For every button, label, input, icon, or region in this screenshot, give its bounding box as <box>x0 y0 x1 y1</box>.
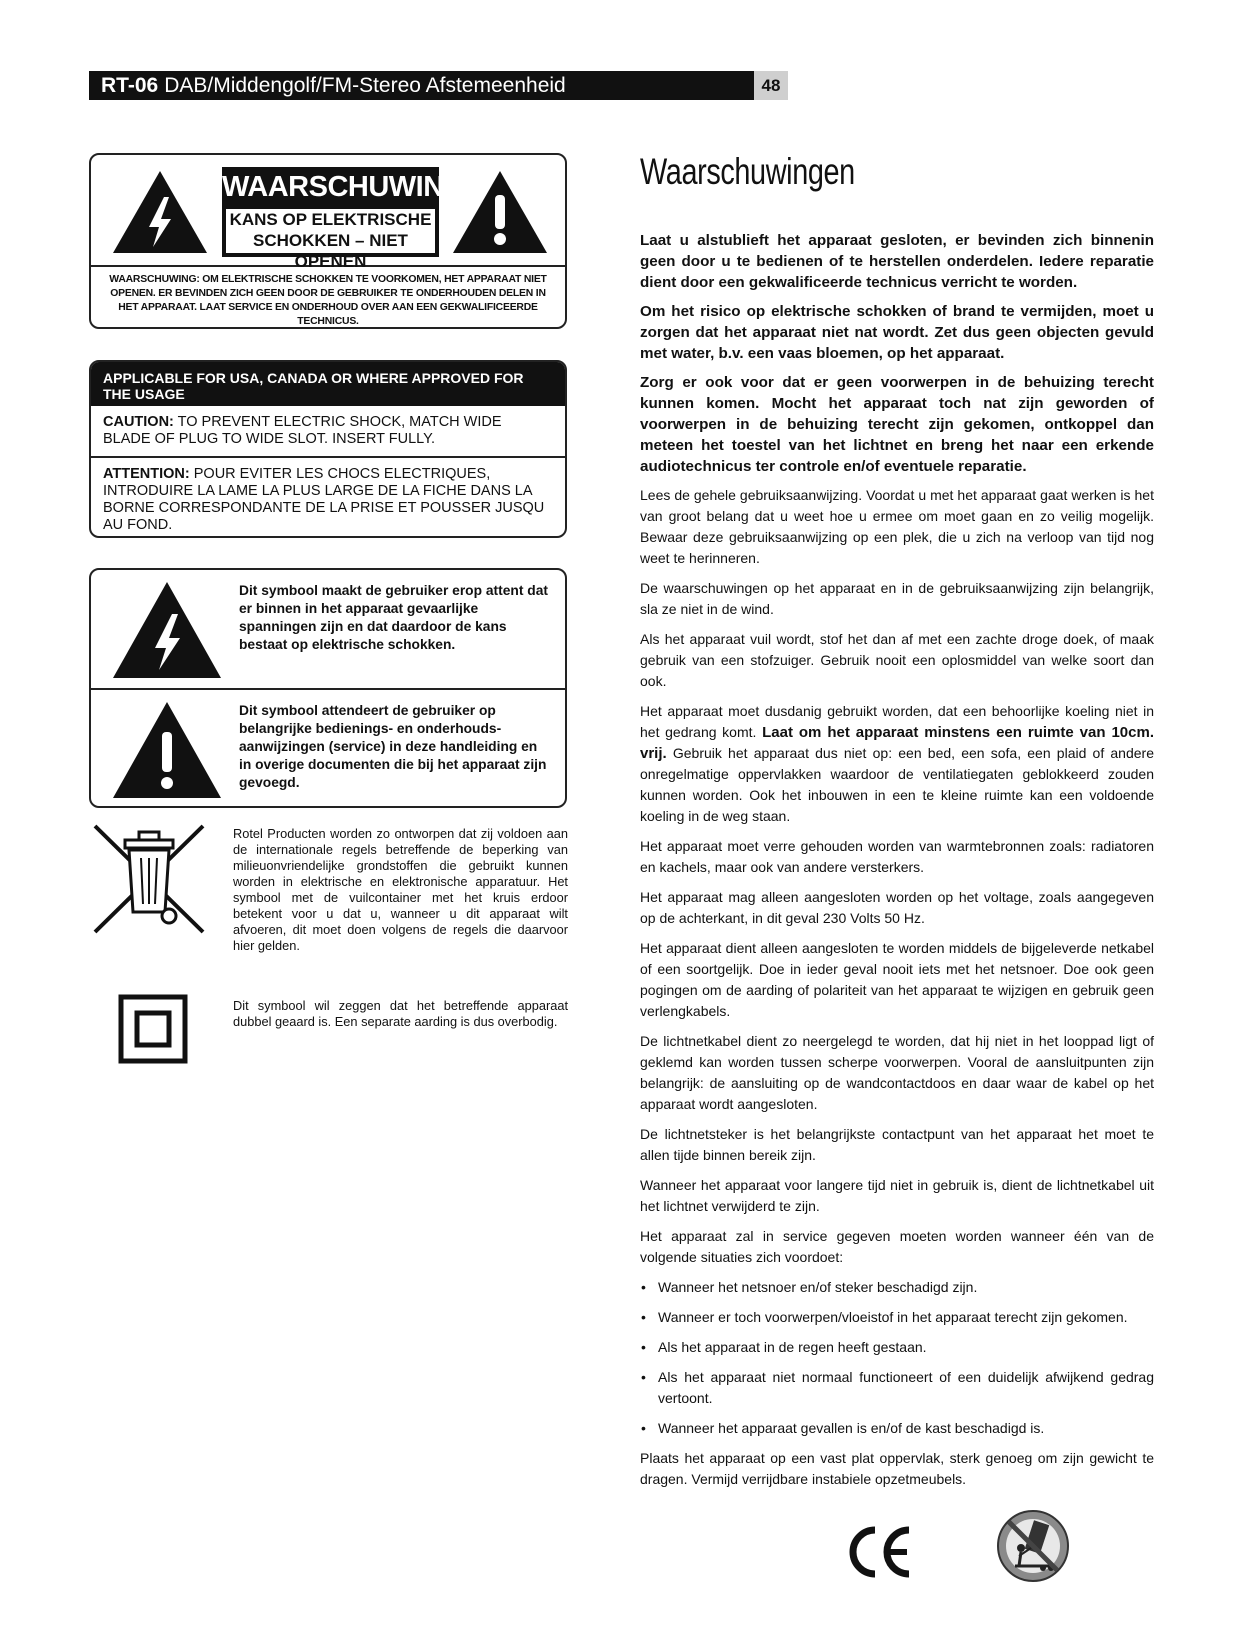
applicable-box <box>89 360 567 538</box>
paragraph-5: Het apparaat moet verre gehouden worden van warmtebronnen zoals: radiatoren en kachels, maar ook van andere versterkers. <box>640 838 1154 875</box>
bold-paragraph-2: Om het risico op elektrische schokken of brand te vermijden, moet u zorgen dat het apparaat niet nat wordt. Zet dus geen objecten gevuld met water, b.v. een vaas bloemen, op het apparaat. <box>640 303 1154 362</box>
paragraph-1: Lees de gehele gebruiksaanwijzing. Voordat u met het apparaat gaat werken is het van groot belang dat u weet hoe u ermee om moet gaan en zo veilig mogelijk. Bewaar deze gebruiksaanwijzing op een plek, die u zich na verloop van tijd nog weet te herinneren. <box>640 487 1154 566</box>
exclamation-symbol-text: Dit symbool attendeert de gebruiker op belangrijke bedienings- en onderhouds- aanwijzingen (service) in deze handleiding en in overige documenten die bij het apparaat zijn gevoegd. <box>239 703 547 790</box>
model-name: RT-06 <box>101 74 159 97</box>
attention-text: POUR EVITER LES CHOCS ELECTRIQUES, INTRODUIRE LA LAME LA PLUS LARGE DE LA FICHE DANS LA BORNE CORRESPONDANTE DE LA PRISE ET POUSSER JUSQU AU FOND. <box>103 466 545 533</box>
paragraph-8: De lichtnetkabel dient zo neergelegd te worden, dat hij niet in het looppad ligt of geklemd kan worden tussen scherpe voorwerpen. Vooral de aansluitpunten zijn belangrijk: de aansluiting op de wandcontactdoos en daar waar de kabel op het apparaat wordt aangesloten. <box>640 1033 1154 1112</box>
warning-title: WAARSCHUWING <box>222 171 466 203</box>
warning-text: WAARSCHUWING: OM ELEKTRISCHE SCHOKKEN TE VOORKOMEN, HET APPARAAT NIET OPENEN. ER BEVINDEN ZICH GEEN DOOR DE GEBRUIKER TE ONDERHOUDEN DELEN IN HET APPARAAT. LAAT SERVICE EN ONDERHOUD OVER AAN EEN GEKWALIFICEERDE TECHNICUS. <box>109 274 547 327</box>
paragraph-6: Het apparaat mag alleen aangesloten worden op het voltage, zoals aangegeven op de achterkant, in dit geval 230 Volts 50 Hz. <box>640 889 1154 926</box>
warning-label <box>222 167 466 271</box>
cart-tipover-warning-icon <box>995 1508 1071 1584</box>
caution-text: TO PREVENT ELECTRIC SHOCK, MATCH WIDE BLADE OF PLUG TO WIDE SLOT. INSERT FULLY. <box>103 414 502 447</box>
paragraph-10: Wanneer het apparaat voor langere tijd niet in gebruik is, dient de lichtnetkabel uit het lichtnet verwijderd te zijn. <box>640 1177 1154 1214</box>
caution-label: CAUTION: <box>103 414 174 430</box>
paragraph-7: Het apparaat dient alleen aangesloten te worden middels de bijgeleverde netkabel of een soortgelijk. Doe in ieder geval nooit iets met het netsnoer. Doe ook geen pogingen om de aarding of polariteit van het apparaat te wijzigen en gebruik geen verlengkabels. <box>640 940 1154 1019</box>
lightning-warning-icon <box>111 580 223 680</box>
exclamation-symbol-row <box>91 688 565 806</box>
page-header <box>89 71 754 100</box>
list-item: • Wanneer het netsnoer en/of steker beschadigd zijn. <box>640 1277 1154 1298</box>
attention-label: ATTENTION: <box>103 466 190 482</box>
lightning-symbol-text: Dit symbool maakt de gebruiker erop attent dat er binnen in het apparaat gevaarlijke spanningen zijn en dat daardoor de kans bestaat op elektrische schokken. <box>239 583 548 652</box>
applicable-heading: APPLICABLE FOR USA, CANADA OR WHERE APPROVED FOR THE USAGE <box>91 362 565 406</box>
paragraph-4 <box>640 701 1154 827</box>
main-content <box>640 230 1154 1499</box>
paragraph-12: Plaats het apparaat op een vast plat oppervlak, sterk genoeg om zijn gewicht te dragen. Vermijd verrijdbare instabiele opzetmeubels. <box>640 1450 1154 1487</box>
service-list <box>640 1277 1154 1439</box>
ce-mark-icon <box>845 1524 915 1580</box>
paragraph-9: De lichtnetsteker is het belangrijkste contactpunt van het apparaat het moet te allen tijde binnen bereik zijn. <box>640 1126 1154 1163</box>
list-item: • Wanneer het apparaat gevallen is en/of de kast beschadigd is. <box>640 1418 1154 1439</box>
list-item: • Als het apparaat niet normaal functioneert of een duidelijk afwijkend gedrag vertoont. <box>640 1367 1154 1409</box>
warning-box <box>89 153 567 329</box>
warning-subtitle-line1: KANS OP ELEKTRISCHE <box>229 210 432 229</box>
paragraph-4-bold: Laat om het apparaat minstens een ruimte van 10cm. vrij. <box>640 724 1154 762</box>
paragraph-4-start: Het apparaat moet dusdanig gebruikt worden, dat een behoorlijke koeling niet in het gedrang komt. <box>640 703 1154 740</box>
double-insulation-text: Dit symbool wil zeggen dat het betreffende apparaat dubbel geaard is. Een separate aarding is dus overbodig. <box>233 998 568 1029</box>
symbols-box <box>89 568 567 808</box>
page-number: 48 <box>754 71 788 100</box>
paragraph-2: De waarschuwingen op het apparaat en in de gebruiksaanwijzing zijn belangrijk, sla ze niet in de wind. <box>640 580 1154 617</box>
weee-text: Rotel Producten worden zo ontworpen dat zij voldoen aan de internationale regels betreffende de beperking van milieuonvriendelijke grondstoffen die gebruikt kunnen worden in elektrische en elektronische apparatuur. Het symbool met de vuilcontainer met het kruis erdoor betekent voor u dat u, wanneer u dit apparaat wilt afvoeren, dit moet doen volgens de regels die daarvoor hier gelden. <box>233 826 568 953</box>
header-title: DAB/Middengolf/FM-Stereo Afstemeenheid <box>164 74 566 97</box>
lightning-warning-icon <box>111 169 209 255</box>
crossed-bin-icon <box>89 822 209 937</box>
list-item: • Als het apparaat in de regen heeft gestaan. <box>640 1337 1154 1358</box>
page-title: Waarschuwingen <box>640 151 855 192</box>
paragraph-11: Het apparaat zal in service gegeven moeten worden wanneer één van de volgende situaties zich voordoet: <box>640 1228 1154 1265</box>
double-insulation-icon <box>118 994 188 1064</box>
attention-section <box>91 456 565 538</box>
warning-subtitle <box>226 209 435 271</box>
exclamation-warning-icon <box>111 700 223 800</box>
warning-subtitle-line2: SCHOKKEN – NIET OPENEN <box>253 231 408 271</box>
paragraph-4-end: Gebruik het apparaat dus niet op: een bed, een sofa, een plaid of andere onregelmatige oppervlakken waardoor de ventilatiegaten geblokkeerd zouden kunnen worden. Ook het inbouwen in een te kleine ruimte kan een voldoende koeling in de weg staan. <box>640 745 1154 824</box>
lightning-symbol-row <box>91 570 565 688</box>
bold-paragraph-1: Laat u alstublieft het apparaat gesloten, er bevinden zich binnenin geen door u te bedienen of te herstellen onderdelen. Iedere reparatie dient door een gekwalificeerde technicus verricht te worden. <box>640 232 1154 291</box>
exclamation-warning-icon <box>451 169 549 255</box>
bold-paragraph-3: Zorg er ook voor dat er geen voorwerpen in de behuizing terecht kunnen komen. Mocht het apparaat toch nat zijn geworden of voorwerpen in de behuizing terecht zijn gekomen, ontkoppel dan meteen het toestel van het lichtnet en breng het naar een erkende audiotechnicus ter controle en/of eventuele reparatie. <box>640 374 1154 475</box>
list-item: • Wanneer er toch voorwerpen/vloeistof in het apparaat terecht zijn gekomen. <box>640 1307 1154 1328</box>
paragraph-3: Als het apparaat vuil wordt, stof het dan af met een zachte droge doek, of maak gebruik van een stofzuiger. Gebruik nooit een oplosmiddel van welke soort dan ook. <box>640 631 1154 689</box>
caution-section <box>91 406 565 456</box>
